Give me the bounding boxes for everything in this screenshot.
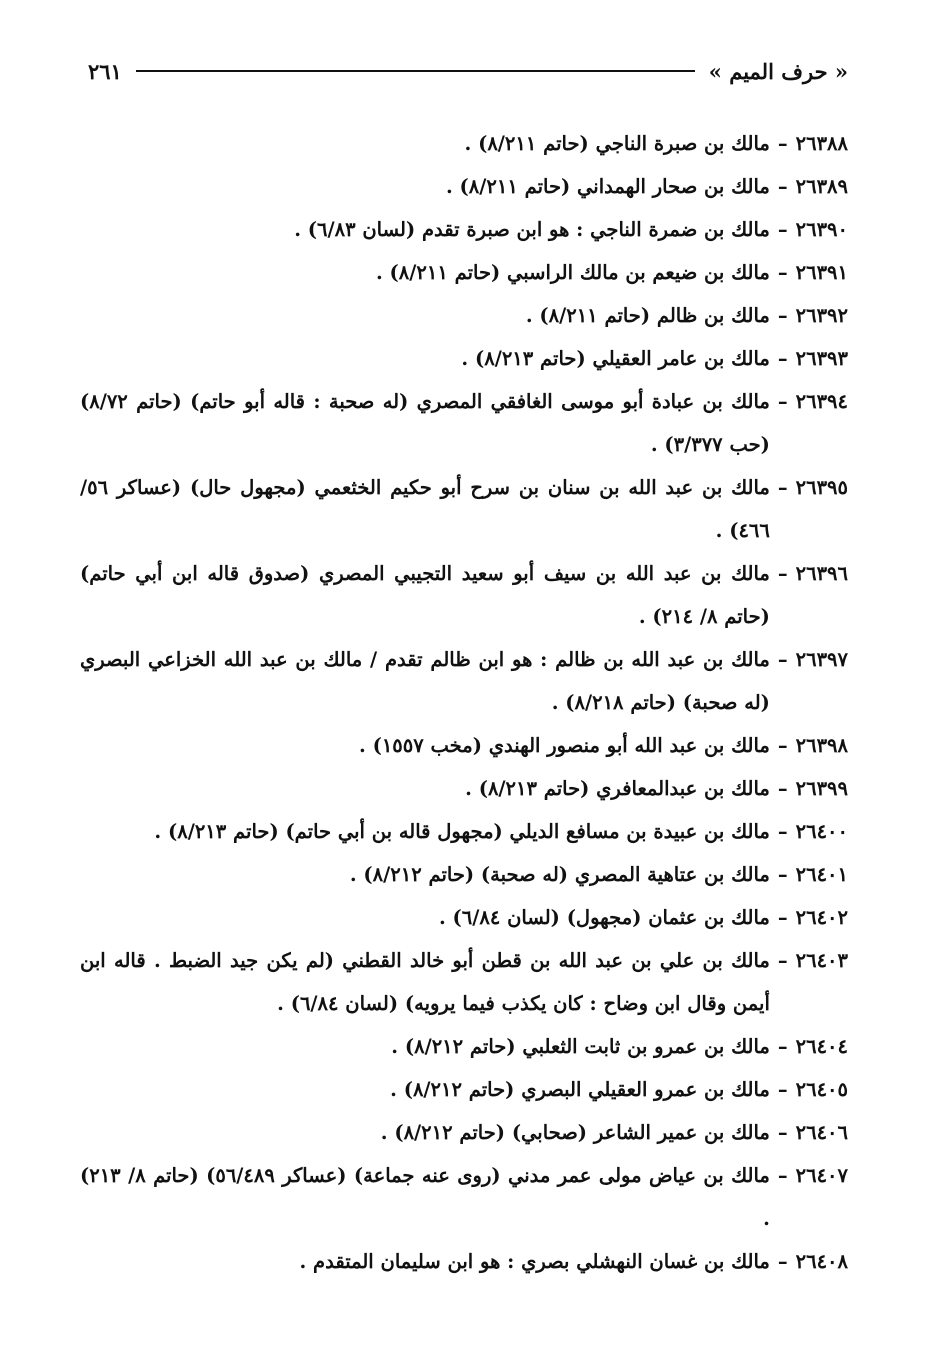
entry-text: مالك بن عبد الله بن سنان بن سرح أبو حكيم الخثعمي (مجهول حال) (عساكر ٥٦/ ٤٦٦) .	[80, 476, 770, 542]
list-item	[80, 896, 848, 939]
list-item	[80, 208, 848, 251]
list-item	[80, 724, 848, 767]
entry-dash: –	[777, 949, 788, 972]
entry-dash: –	[777, 1250, 788, 1273]
entry-dash: –	[777, 863, 788, 886]
entry-text: مالك بن صحار الهمداني (حاتم ٨/٢١١) .	[445, 175, 770, 198]
entry-dash: –	[777, 777, 788, 800]
entry-number: ٢٦٤٠٤	[795, 1035, 848, 1058]
entry-dash: –	[777, 1035, 788, 1058]
list-item	[80, 1154, 848, 1240]
entry-number: ٢٦٣٩٥	[795, 476, 848, 499]
entry-text: مالك بن عبد الله بن ظالم : هو ابن ظالم تقدم / مالك بن عبد الله الخزاعي البصري (له صحبة) (حاتم ٨/٢١٨) .	[80, 648, 770, 714]
entry-text: مالك بن غسان النهشلي بصري : هو ابن سليمان المتقدم .	[299, 1250, 770, 1273]
entry-text: مالك بن عياض مولى عمر مدني (روى عنه جماعة) (عساكر ٥٦/٤٨٩) (حاتم ٨/ ٢١٣) .	[80, 1164, 770, 1230]
list-item	[80, 466, 848, 552]
entry-list	[80, 122, 848, 1283]
entry-text: مالك بن صبرة الناجي (حاتم ٨/٢١١) .	[464, 132, 770, 155]
entry-number: ٢٦٣٩١	[795, 261, 848, 284]
entry-text: مالك بن ضيعم بن مالك الراسبي (حاتم ٨/٢١١) .	[375, 261, 770, 284]
list-item	[80, 853, 848, 896]
page-number: ٢٦١	[88, 58, 122, 84]
entry-number: ٢٦٤٠٧	[795, 1164, 848, 1187]
page-header	[88, 54, 848, 88]
list-item	[80, 337, 848, 380]
entry-text: مالك بن عامر العقيلي (حاتم ٨/٢١٣) .	[461, 347, 770, 370]
entry-dash: –	[777, 218, 788, 241]
entry-number: ٢٦٤٠٢	[795, 906, 848, 929]
entry-text: مالك بن عتاهية المصري (له صحبة) (حاتم ٨/٢١٢) .	[349, 863, 770, 886]
entry-dash: –	[777, 648, 788, 671]
entry-text: مالك بن عبد الله أبو منصور الهندي (مخب ١٥٥٧) .	[359, 734, 770, 757]
list-item	[80, 165, 848, 208]
entry-number: ٢٦٣٩٨	[795, 734, 848, 757]
entry-dash: –	[777, 1078, 788, 1101]
entry-dash: –	[777, 304, 788, 327]
entry-text: مالك بن عبيدة بن مسافع الديلي (مجهول قاله بن أبي حاتم) (حاتم ٨/٢١٣) .	[154, 820, 770, 843]
entry-number: ٢٦٣٩٦	[795, 562, 848, 585]
entry-dash: –	[777, 906, 788, 929]
entry-text: مالك بن عمير الشاعر (صحابي) (حاتم ٨/٢١٢) .	[380, 1121, 770, 1144]
entry-text: مالك بن عمرو بن ثابت الثعلبي (حاتم ٨/٢١٢) .	[391, 1035, 770, 1058]
entry-number: ٢٦٣٩٢	[795, 304, 848, 327]
list-item	[80, 122, 848, 165]
entry-number: ٢٦٤٠٨	[795, 1250, 848, 1273]
entry-number: ٢٦٣٩٩	[795, 777, 848, 800]
entry-text: مالك بن عبدالمعافري (حاتم ٨/٢١٣) .	[465, 777, 770, 800]
list-item	[80, 810, 848, 853]
list-item	[80, 552, 848, 638]
entry-text: مالك بن عثمان (مجهول) (لسان ٦/٨٤) .	[438, 906, 770, 929]
entry-dash: –	[777, 734, 788, 757]
entry-dash: –	[777, 1121, 788, 1144]
entry-dash: –	[777, 820, 788, 843]
list-item	[80, 251, 848, 294]
entry-number: ٢٦٣٨٩	[795, 175, 848, 198]
list-item	[80, 939, 848, 1025]
entry-dash: –	[777, 476, 788, 499]
entry-dash: –	[777, 562, 788, 585]
entry-dash: –	[777, 347, 788, 370]
entry-text: مالك بن عبادة أبو موسى الغافقي المصري (له صحبة : قاله أبو حاتم) (حاتم ٨/٧٢) (حب ٣/٣٧٧) .	[80, 390, 770, 456]
entry-text: مالك بن علي بن عبد الله بن قطن أبو خالد القطني (لم يكن جيد الضبط . قاله ابن أيمن وقال ابن وضاح : كان يكذب فيما يرويه) (لسان ٦/٨٤) .	[80, 949, 770, 1015]
entry-text: مالك بن ضمرة الناجي : هو ابن صبرة تقدم (لسان ٦/٨٣) .	[294, 218, 770, 241]
entry-number: ٢٦٣٩٠	[795, 218, 848, 241]
entry-text: مالك بن عبد الله بن سيف أبو سعيد التجيبي المصري (صدوق قاله ابن أبي حاتم) (حاتم ٨/ ٢١٤) .	[80, 562, 770, 628]
list-item	[80, 638, 848, 724]
entry-number: ٢٦٤٠١	[795, 863, 848, 886]
list-item	[80, 294, 848, 337]
entry-number: ٢٦٤٠٣	[795, 949, 848, 972]
entry-dash: –	[777, 1164, 788, 1187]
list-item	[80, 380, 848, 466]
entry-number: ٢٦٤٠٦	[795, 1121, 848, 1144]
entry-dash: –	[777, 132, 788, 155]
list-item	[80, 1025, 848, 1068]
entry-dash: –	[777, 175, 788, 198]
entry-number: ٢٦٤٠٥	[795, 1078, 848, 1101]
entry-number: ٢٦٣٩٧	[795, 648, 848, 671]
entry-number: ٢٦٣٨٨	[795, 132, 848, 155]
chapter-title: « حرف الميم »	[708, 58, 848, 84]
entry-number: ٢٦٤٠٠	[795, 820, 848, 843]
entry-dash: –	[777, 261, 788, 284]
entry-number: ٢٦٣٩٣	[795, 347, 848, 370]
entry-text: مالك بن عمرو العقيلي البصري (حاتم ٨/٢١٢) .	[390, 1078, 770, 1101]
list-item	[80, 1068, 848, 1111]
list-item	[80, 1240, 848, 1283]
entry-number: ٢٦٣٩٤	[795, 390, 848, 413]
list-item	[80, 767, 848, 810]
entry-text: مالك بن ظالم (حاتم ٨/٢١١) .	[525, 304, 770, 327]
header-rule	[136, 70, 695, 72]
entry-dash: –	[777, 390, 788, 413]
list-item	[80, 1111, 848, 1154]
